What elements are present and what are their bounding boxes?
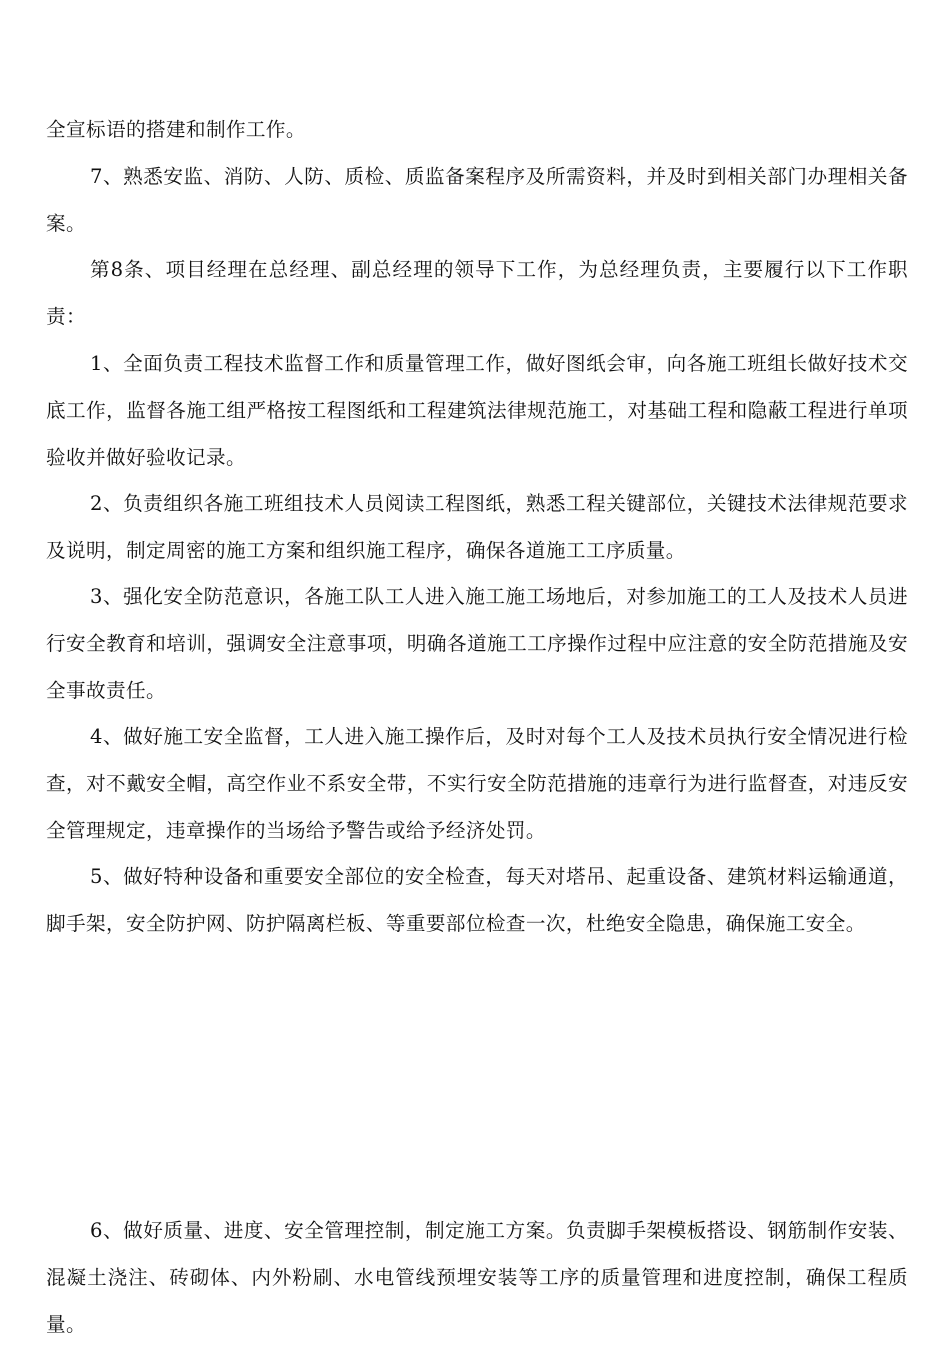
paragraph-duty-2: 2、负责组织各施工班组技术人员阅读工程图纸，熟悉工程关键部位，关键技术法律规范要求及说明，制定周密的施工方案和组织施工程序，确保各道施工工序质量。 xyxy=(46,492,908,562)
paragraph-duty-1: 1、全面负责工程技术监督工作和质量管理工作，做好图纸会审，向各施工班组长做好技术交底工作，监督各施工组严格按工程图纸和工程建筑法律规范施工，对基础工程和隐蔽工程进行单项验收并做好验收记录。 xyxy=(46,352,908,469)
paragraph-duty-3: 3、强化安全防范意识，各施工队工人进入施工施工场地后，对参加施工的工人及技术人员进行安全教育和培训，强调安全注意事项，明确各道施工工序操作过程中应注意的安全防范措施及安全事故责任。 xyxy=(46,585,908,702)
paragraph-article-8: 第8条、项目经理在总经理、副总经理的领导下工作，为总经理负责，主要履行以下工作职责： xyxy=(46,258,908,328)
paragraph-duty-5: 5、做好特种设备和重要安全部位的安全检查，每天对塔吊、起重设备、建筑材料运输通道，脚手架，安全防护网、防护隔离栏板、等重要部位检查一次，杜绝安全隐患，确保施工安全。 xyxy=(46,865,908,935)
paragraph-item-7: 7、熟悉安监、消防、人防、质检、质监备案程序及所需资料，并及时到相关部门办理相关备案。 xyxy=(46,165,908,235)
paragraph-duty-6: 6、做好质量、进度、安全管理控制，制定施工方案。负责脚手架模板搭设、钢筋制作安装、混凝土浇注、砖砌体、内外粉刷、水电管线预埋安装等工序的质量管理和进度控制，确保工程质量。 xyxy=(46,1219,908,1336)
paragraph-continuation: 全宣标语的搭建和制作工作。 xyxy=(46,118,306,141)
paragraph-duty-4: 4、做好施工安全监督，工人进入施工操作后，及时对每个工人及技术员执行安全情况进行检查，对不戴安全帽，高空作业不系安全带，不实行安全防范措施的违章行为进行监督查，对违反安全管理规定，违章操作的当场给予警告或给予经济处罚。 xyxy=(46,725,908,842)
